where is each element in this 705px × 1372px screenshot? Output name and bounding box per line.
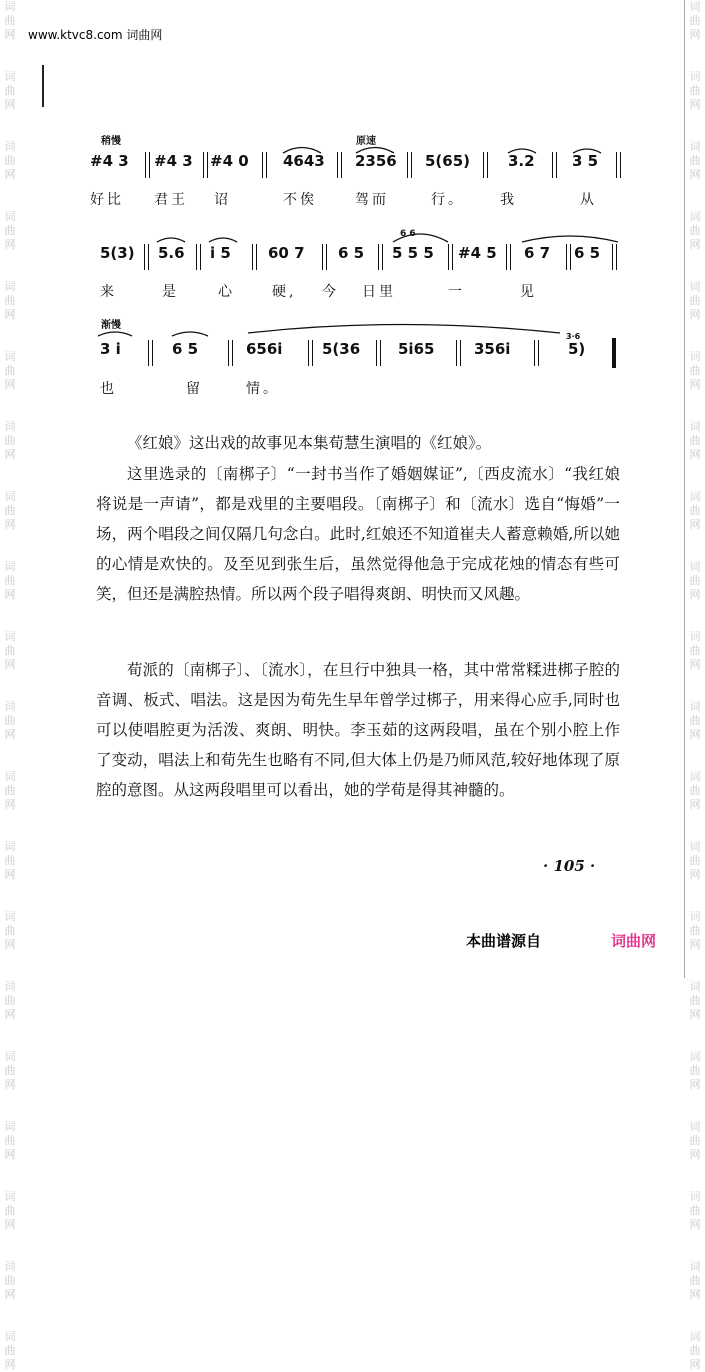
lyric: 情。: [246, 381, 280, 397]
measure: #4 0: [210, 152, 249, 170]
final-bar-line: [612, 338, 616, 368]
measure: #4 3: [90, 152, 129, 170]
measure: #4 3: [154, 152, 193, 170]
measure: 6 7: [524, 244, 551, 262]
tempo-mark-original-speed: 原速: [356, 136, 376, 147]
lyric: 日里: [362, 284, 396, 300]
lyrics-line-3: [100, 378, 500, 402]
site-header: www.ktvc8.com 词曲网: [28, 28, 163, 42]
bar-line: [506, 244, 511, 270]
bar-line: [407, 152, 412, 178]
lyric: 硬,: [272, 284, 297, 300]
measure: i 5: [210, 244, 231, 262]
lyric: 见: [520, 284, 537, 300]
lyric: 君王: [154, 192, 188, 208]
measure: 5(65): [425, 152, 471, 170]
lyric: 诏: [214, 192, 231, 208]
measure: 2356: [355, 152, 397, 170]
bar-line: [144, 244, 149, 270]
bar-line: [262, 152, 267, 178]
body-paragraph-1: 《红娘》这出戏的故事见本集荀慧生演唱的《红娘》。: [127, 434, 492, 452]
bar-line: [616, 152, 621, 178]
score-line-1: [90, 152, 630, 180]
lyric: 留: [186, 381, 203, 397]
measure: 3 i: [100, 340, 121, 358]
lyrics-line-1: [90, 189, 630, 213]
source-brand-link[interactable]: 词曲网: [611, 932, 657, 950]
measure: 5(36: [322, 340, 361, 358]
body-paragraph-3: 荀派的〔南梆子〕、〔流水〕，在旦行中独具一格，其中常常糅进梆子腔的音调、板式、唱法。这是因为荀先生早年曾学过梆子，用来得心应手,同时也可以使唱腔更为活泼、爽朗、明快。李玉茹的这两段唱，虽在个别小腔上作了变动，唱法上和荀先生也略有不同,但大体上仍是乃师风范,较好地体现了原腔的意图。从这两段唱里可以看出，她的学荀是得其神髓的。: [96, 661, 620, 799]
lyric: 我: [500, 192, 517, 208]
lyric: 心: [218, 284, 235, 300]
measure: 6 5: [172, 340, 199, 358]
right-margin-watermark: 词 曲 网 词 曲 网 词 曲 网 词 曲 网 词 曲 网 词 曲 网 词 曲 网 词 曲 网 词 曲 网 词 曲 网 词 曲 网 词 曲 网 词 曲 网 词 曲 网 词 曲 网 词 曲 网 词 曲 网 词 曲 网 词 曲 网 词 曲 网: [689, 0, 701, 1371]
measure: 60 7: [268, 244, 305, 262]
lyric: 来: [100, 284, 117, 300]
lyric: 行。: [431, 192, 465, 208]
bar-line: [322, 244, 327, 270]
measure: 656i: [246, 340, 283, 358]
lyric: 一: [448, 284, 465, 300]
measure: 356i: [474, 340, 511, 358]
lyric: 驾而: [355, 192, 389, 208]
measure: 5(3): [100, 244, 135, 262]
lyric: 从: [580, 192, 597, 208]
measure: 6 5: [338, 244, 365, 262]
score-line-3: [100, 340, 640, 368]
lyrics-line-2: [100, 281, 640, 305]
bar-line: [148, 340, 153, 366]
score-line-2: [100, 244, 640, 272]
lyric: 好比: [90, 192, 124, 208]
measure: #4 5: [458, 244, 497, 262]
grace-notes-line-3: 3·6: [566, 332, 581, 341]
bar-line: [448, 244, 453, 270]
grace-notes-line-2: 6 6: [400, 229, 416, 239]
bar-line: [228, 340, 233, 366]
measure: 5 5 5: [392, 244, 434, 262]
bar-line: [196, 244, 201, 270]
lyric: 是: [162, 284, 179, 300]
measure: 5): [568, 340, 586, 358]
bar-line: [252, 244, 257, 270]
bar-line: [483, 152, 488, 178]
lyric: 今: [322, 284, 339, 300]
measure: 5i65: [398, 340, 435, 358]
measure: 3.2: [508, 152, 535, 170]
bar-line: [308, 340, 313, 366]
measure: 4643: [283, 152, 325, 170]
bar-line: [337, 152, 342, 178]
tempo-mark-slightly-slow: 稍慢: [101, 136, 121, 147]
page-number: · 105 ·: [543, 857, 596, 875]
bar-line: [456, 340, 461, 366]
bar-line: [145, 152, 150, 178]
bar-line: [612, 244, 617, 270]
lyric: 不俟: [283, 192, 317, 208]
left-margin-watermark: 词 曲 网 词 曲 网 词 曲 网 词 曲 网 词 曲 网 词 曲 网 词 曲 网 词 曲 网 词 曲 网 词 曲 网 词 曲 网 词 曲 网 词 曲 网 词 曲 网 词 曲 网 词 曲 网 词 曲 网 词 曲 网 词 曲 网 词 曲 网: [4, 0, 16, 1371]
measure: 6 5: [574, 244, 601, 262]
measure: 3 5: [572, 152, 599, 170]
bar-line: [376, 340, 381, 366]
bar-line: [378, 244, 383, 270]
measure: 5.6: [158, 244, 185, 262]
tempo-mark-gradually-slow: 渐慢: [101, 320, 121, 331]
bar-line: [566, 244, 571, 270]
bar-line: [203, 152, 208, 178]
source-label: 本曲谱源自: [466, 932, 542, 950]
bar-line: [552, 152, 557, 178]
lyric: 也: [100, 381, 117, 397]
body-paragraph-2: 这里选录的〔南梆子〕“一封书当作了婚姻媒证”,〔西皮流水〕“我红娘将说是一声请”，都是戏里的主要唱段。〔南梆子〕和〔流水〕选自“悔婚”一场，两个唱段之间仅隔几句念白。此时,红娘还不知道崔夫人蓄意赖婚,所以她的心情是欢快的。及至见到张生后，虽然觉得他急于完成花烛的情态有些可笑，但还是满腔热情。所以两个段子唱得爽朗、明快而又风趣。: [96, 465, 620, 603]
bar-line: [534, 340, 539, 366]
